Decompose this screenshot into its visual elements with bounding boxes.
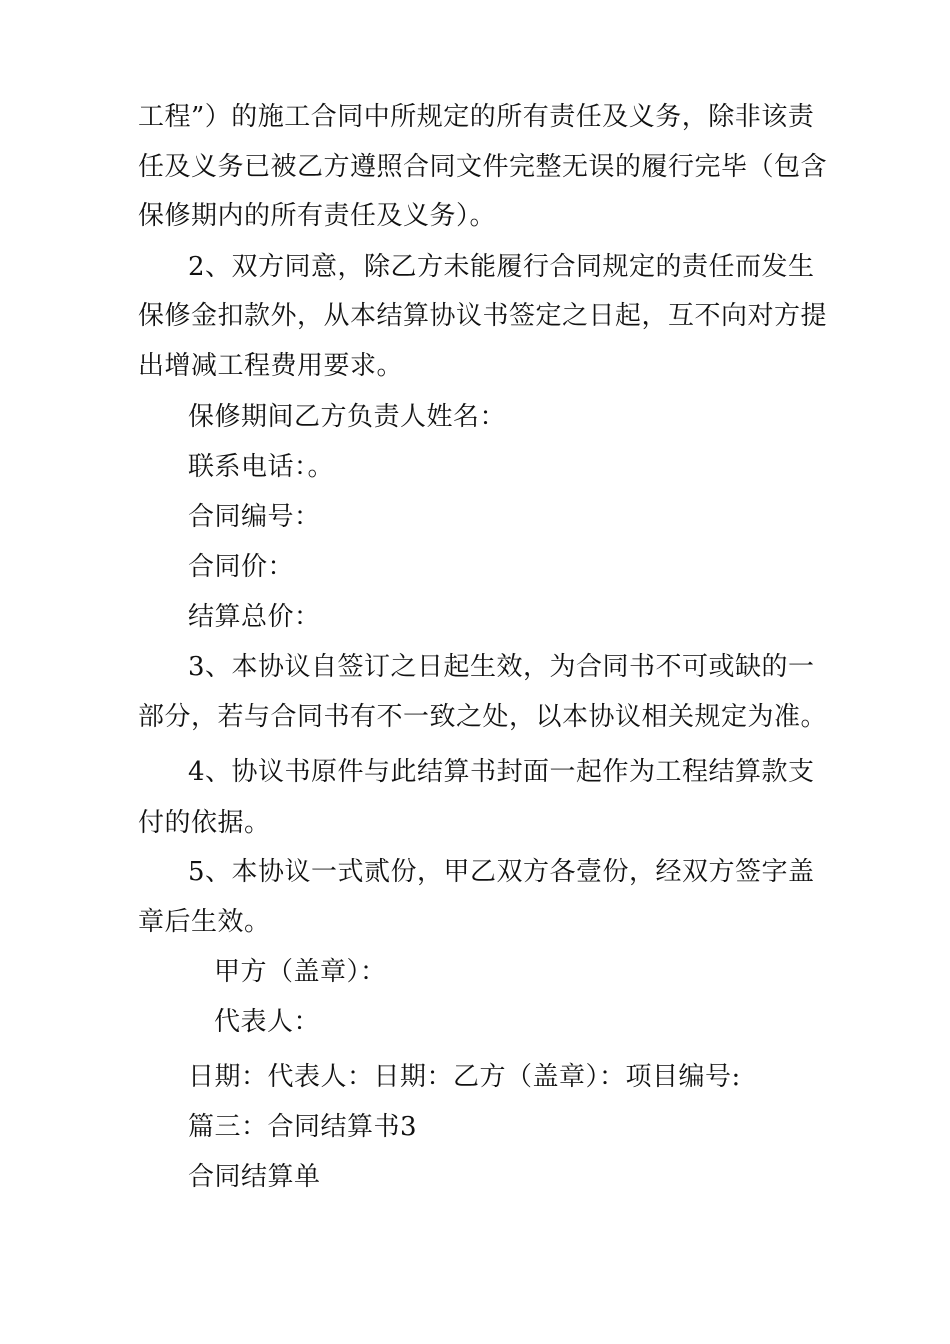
text-line: 章后生效。 <box>138 907 271 937</box>
text-line: 代表人： <box>214 1007 321 1037</box>
text-line: 3、本协议自签订之日起生效，为合同书不可或缺的一 <box>188 652 815 682</box>
text-line: 日期：代表人：日期：乙方（盖章）：项目编号: <box>188 1062 741 1092</box>
text-line: 工程”）的施工合同中所规定的所有责任及义务，除非该责 <box>138 102 815 132</box>
text-line: 出增减工程费用要求。 <box>138 351 404 381</box>
text-line: 保修期内的所有责任及义务）。 <box>138 201 497 231</box>
text-line: 付的依据。 <box>138 808 271 838</box>
text-line: 部分，若与合同书有不一致之处，以本协议相关规定为准。 <box>138 702 828 732</box>
text-line: 5、本协议一式贰份，甲乙双方各壹份，经双方签字盖 <box>188 857 815 887</box>
text-line: 甲方（盖章）： <box>214 957 387 987</box>
text-line: 合同结算单 <box>188 1162 321 1192</box>
text-line: 结算总价： <box>188 602 321 632</box>
text-line: 合同价： <box>188 552 295 582</box>
text-line: 篇三：合同结算书3 <box>188 1112 418 1142</box>
text-line: 合同编号： <box>188 502 321 532</box>
text-line: 2、双方同意，除乙方未能履行合同规定的责任而发生 <box>188 252 815 282</box>
text-line: 保修期间乙方负责人姓名： <box>188 402 507 432</box>
text-line: 保修金扣款外，从本结算协议书签定之日起，互不向对方提 <box>138 301 828 331</box>
text-line: 任及义务已被乙方遵照合同文件完整无误的履行完毕（包含 <box>138 152 828 182</box>
text-line: 4、协议书原件与此结算书封面一起作为工程结算款支 <box>188 757 815 787</box>
text-line: 联系电话：。 <box>188 452 335 482</box>
